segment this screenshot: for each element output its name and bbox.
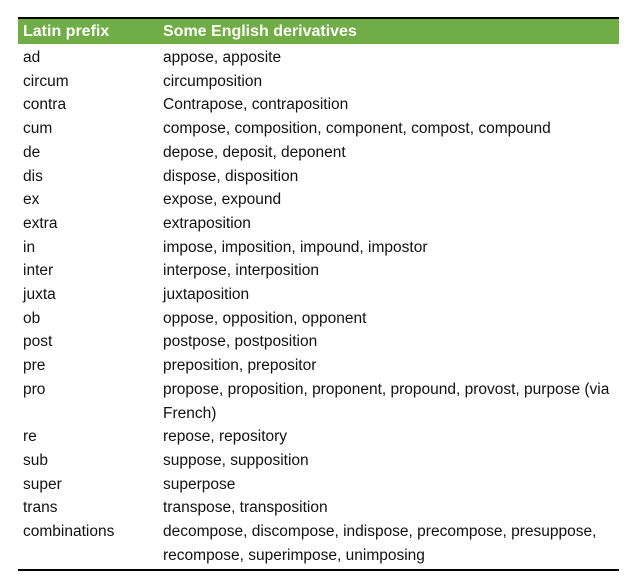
prefix-cell: pre bbox=[23, 357, 46, 375]
derivatives-cell: extraposition bbox=[163, 214, 251, 232]
prefix-cell: in bbox=[23, 238, 36, 256]
derivatives-cell: dispose, disposition bbox=[163, 167, 299, 185]
header-english-derivatives: Some English derivatives bbox=[163, 23, 357, 40]
derivatives-cell: interpose, interposition bbox=[163, 262, 319, 280]
prefix-cell: ad bbox=[23, 49, 41, 66]
table-row bbox=[18, 496, 619, 520]
derivatives-cell: repose, repository bbox=[163, 428, 288, 446]
prefix-cell: combinations bbox=[23, 523, 115, 541]
derivatives-cell: compose, composition, component, compost, compound bbox=[163, 120, 551, 138]
prefix-cell: post bbox=[23, 333, 53, 351]
table-bottom-rule bbox=[18, 569, 619, 571]
prefix-cell: ob bbox=[23, 309, 41, 327]
derivatives-cell: preposition, prepositor bbox=[163, 357, 317, 375]
derivatives-cell: decompose, discompose, indispose, precompose, presuppose, recompose, superimpose, unimposing bbox=[163, 523, 597, 564]
derivatives-cell: transpose, transposition bbox=[163, 499, 328, 517]
header-row bbox=[18, 18, 619, 44]
table-row bbox=[18, 70, 619, 94]
table-row bbox=[18, 93, 619, 117]
derivatives-cell: juxtaposition bbox=[163, 286, 250, 304]
derivatives-cell: Contrapose, contraposition bbox=[163, 96, 349, 114]
derivatives-cell: circumposition bbox=[163, 72, 263, 90]
derivatives-cell: propose, proposition, proponent, propound, provost, purpose (via French) bbox=[163, 380, 610, 422]
table-row bbox=[18, 378, 619, 425]
table-row bbox=[18, 117, 619, 141]
prefix-cell: re bbox=[23, 428, 37, 446]
table-row bbox=[18, 44, 619, 70]
prefix-cell: circum bbox=[23, 72, 69, 90]
prefix-cell: sub bbox=[23, 451, 48, 469]
table-row bbox=[18, 212, 619, 236]
prefix-table-container bbox=[18, 17, 619, 571]
derivatives-cell: expose, expound bbox=[163, 191, 282, 209]
table-row bbox=[18, 520, 619, 569]
table-row bbox=[18, 165, 619, 189]
derivatives-cell: depose, deposit, deponent bbox=[163, 143, 346, 161]
prefix-cell: juxta bbox=[23, 286, 56, 304]
prefix-cell: ex bbox=[23, 191, 40, 209]
prefix-cell: pro bbox=[23, 380, 46, 398]
prefix-cell: cum bbox=[23, 120, 53, 138]
prefix-cell: trans bbox=[23, 499, 58, 517]
prefix-cell: contra bbox=[23, 96, 67, 114]
derivatives-cell: superpose bbox=[163, 475, 236, 493]
latin-prefix-table bbox=[18, 17, 619, 569]
table-row bbox=[18, 449, 619, 473]
table-row bbox=[18, 307, 619, 331]
table-row bbox=[18, 330, 619, 354]
derivatives-cell: impose, imposition, impound, impostor bbox=[163, 238, 428, 256]
table-row bbox=[18, 473, 619, 497]
table-row bbox=[18, 188, 619, 212]
derivatives-cell: appose, apposite bbox=[163, 49, 282, 66]
table-body bbox=[18, 44, 619, 569]
table-row bbox=[18, 283, 619, 307]
prefix-cell: inter bbox=[23, 262, 54, 280]
table-header bbox=[18, 18, 619, 44]
table-row bbox=[18, 259, 619, 283]
header-latin-prefix: Latin prefix bbox=[23, 23, 110, 40]
prefix-cell: dis bbox=[23, 167, 43, 185]
derivatives-cell: postpose, postposition bbox=[163, 333, 318, 351]
prefix-cell: de bbox=[23, 143, 41, 161]
table-row bbox=[18, 236, 619, 260]
table-row bbox=[18, 425, 619, 449]
table-row bbox=[18, 354, 619, 378]
prefix-cell: extra bbox=[23, 214, 58, 232]
derivatives-cell: suppose, supposition bbox=[163, 451, 309, 469]
prefix-cell: super bbox=[23, 475, 62, 493]
derivatives-cell: oppose, opposition, opponent bbox=[163, 309, 367, 327]
table-row bbox=[18, 141, 619, 165]
